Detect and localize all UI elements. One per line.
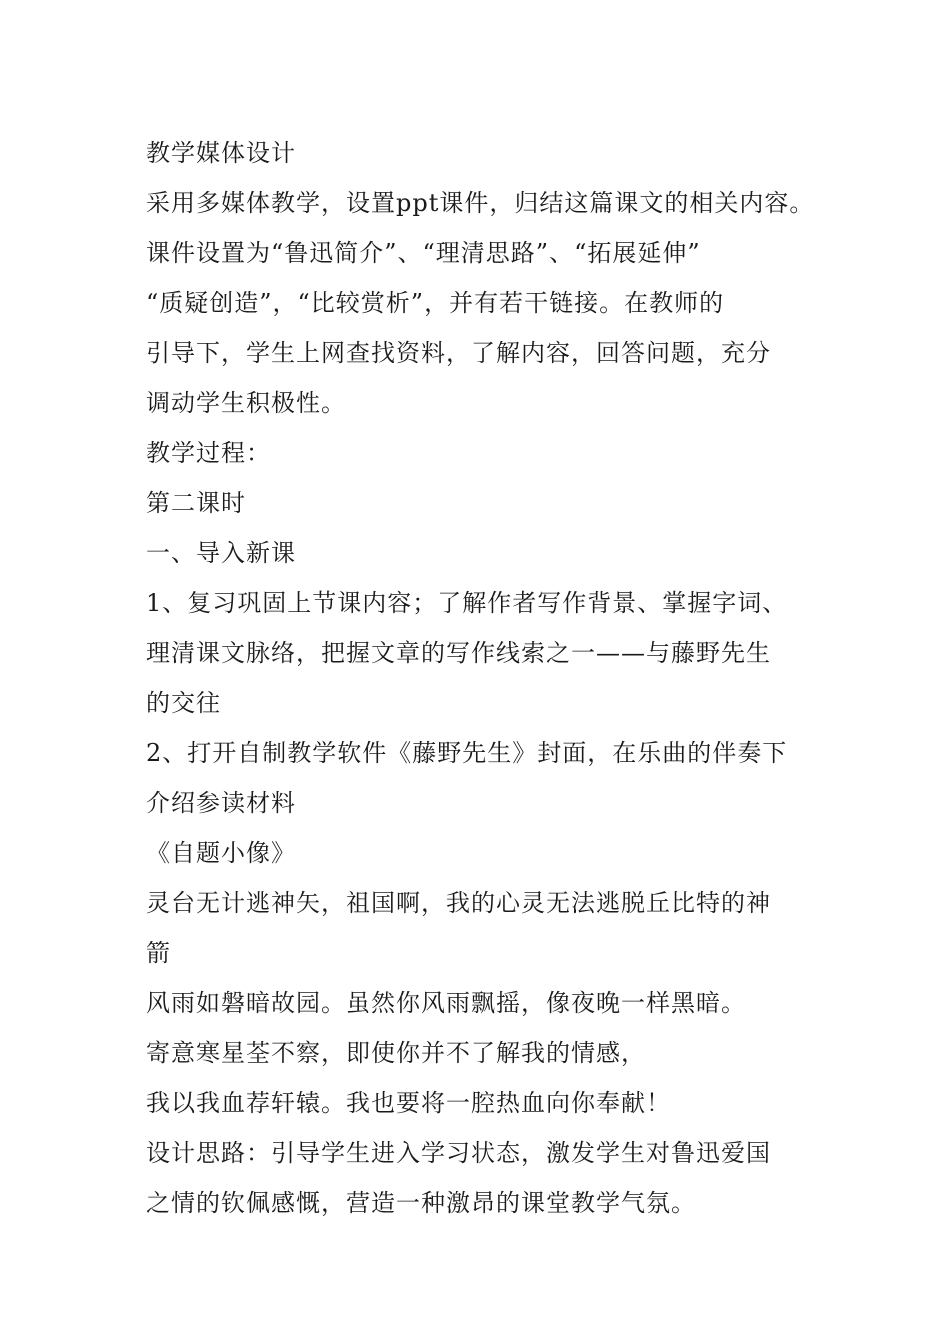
poem-line: 风雨如磐暗故园。虽然你风雨飘摇，像夜晚一样黑暗。 bbox=[146, 989, 746, 1017]
heading-teaching-process: 教学过程： bbox=[146, 439, 271, 467]
paragraph-line: 调动学生积极性。 bbox=[146, 389, 346, 417]
heading-media-design: 教学媒体设计 bbox=[146, 139, 296, 167]
paragraph-line: “质疑创造”，“比较赏析”，并有若干链接。在教师的 bbox=[146, 289, 725, 317]
heading-second-lesson: 第二课时 bbox=[146, 489, 246, 517]
poem-line: 我以我血荐轩辕。我也要将一腔热血向你奉献！ bbox=[146, 1089, 671, 1117]
paragraph-line: 的交往 bbox=[146, 689, 221, 717]
paragraph-line: 1、复习巩固上节课内容；了解作者写作背景、掌握字词、 bbox=[146, 589, 788, 617]
heading-introduction: 一、导入新课 bbox=[146, 539, 296, 567]
paragraph-line: 设计思路：引导学生进入学习状态，激发学生对鲁迅爱国 bbox=[146, 1139, 771, 1167]
paragraph-line: 之情的钦佩感慨，营造一种激昂的课堂教学气氛。 bbox=[146, 1189, 696, 1217]
poem-line: 寄意寒星荃不察，即使你并不了解我的情感， bbox=[146, 1039, 646, 1067]
paragraph-line: 引导下，学生上网查找资料，了解内容，回答问题，充分 bbox=[146, 339, 771, 367]
document-body bbox=[146, 128, 836, 1228]
paragraph-line: 理清课文脉络，把握文章的写作线索之一——与藤野先生 bbox=[146, 639, 771, 667]
paragraph-line: 课件设置为“鲁迅简介”、“理清思路”、“拓展延伸” bbox=[146, 239, 701, 267]
paragraph-line: 采用多媒体教学，设置ppt课件，归结这篇课文的相关内容。 bbox=[146, 189, 815, 217]
paragraph-line: 2、打开自制教学软件《藤野先生》封面，在乐曲的伴奏下 bbox=[146, 739, 788, 767]
poem-title: 《自题小像》 bbox=[146, 839, 296, 867]
poem-line: 箭 bbox=[146, 939, 171, 967]
poem-line: 灵台无计逃神矢，祖国啊，我的心灵无法逃脱丘比特的神 bbox=[146, 889, 771, 917]
paragraph-line: 介绍参读材料 bbox=[146, 789, 296, 817]
